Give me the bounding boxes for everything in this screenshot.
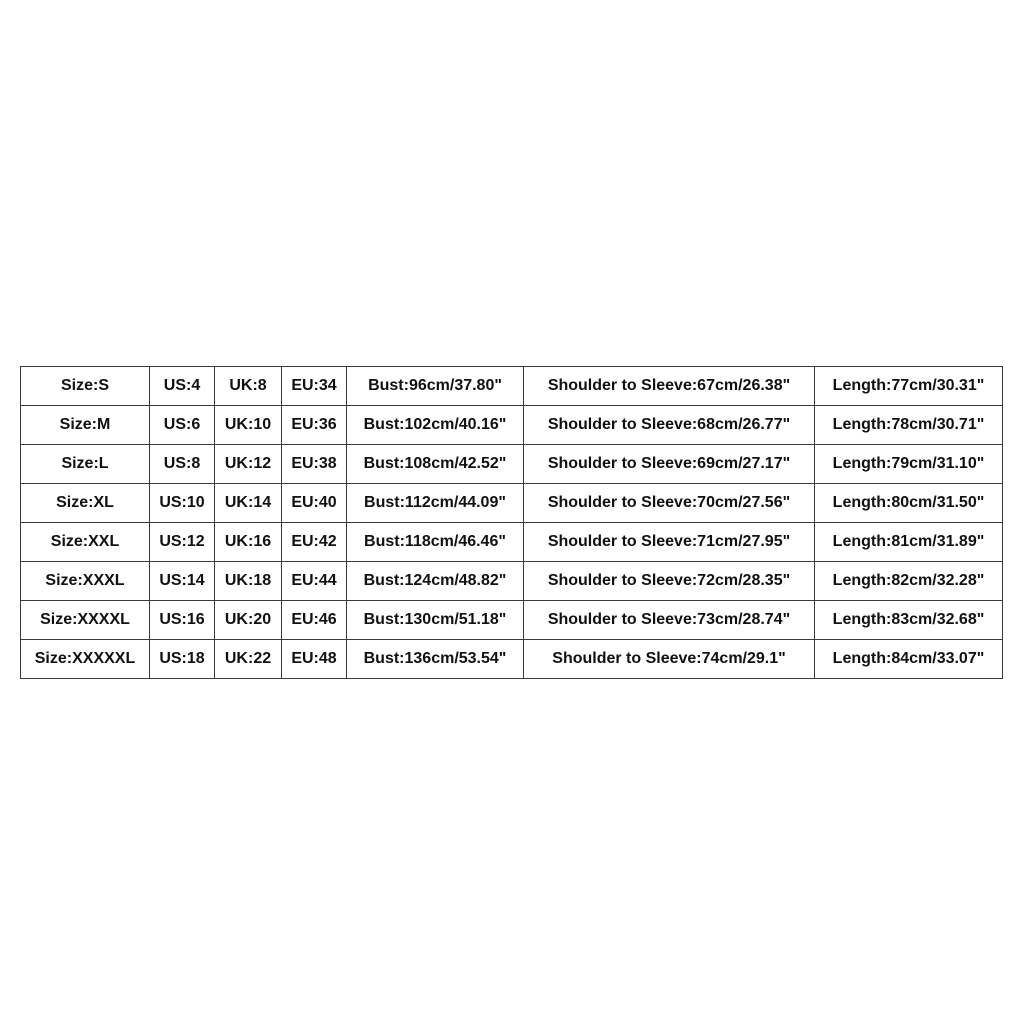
shoulder-to-sleeve-cell: Shoulder to Sleeve:72cm/28.35" (524, 562, 815, 601)
bust-cell: Bust:102cm/40.16" (347, 406, 524, 445)
size-cell: Size:XL (21, 484, 150, 523)
shoulder-to-sleeve-cell: Shoulder to Sleeve:67cm/26.38" (524, 367, 815, 406)
bust-cell: Bust:96cm/37.80" (347, 367, 524, 406)
shoulder-to-sleeve-cell: Shoulder to Sleeve:73cm/28.74" (524, 601, 815, 640)
size-cell: Size:XXL (21, 523, 150, 562)
size-cell: Size:XXXXXL (21, 640, 150, 679)
us-size-cell: US:12 (150, 523, 215, 562)
length-cell: Length:81cm/31.89" (815, 523, 1003, 562)
bust-cell: Bust:130cm/51.18" (347, 601, 524, 640)
length-cell: Length:78cm/30.71" (815, 406, 1003, 445)
uk-size-cell: UK:22 (215, 640, 282, 679)
size-row-l (21, 445, 1003, 484)
size-row-xxxxl (21, 601, 1003, 640)
bust-cell: Bust:124cm/48.82" (347, 562, 524, 601)
bust-cell: Bust:118cm/46.46" (347, 523, 524, 562)
eu-size-cell: EU:48 (282, 640, 347, 679)
length-cell: Length:80cm/31.50" (815, 484, 1003, 523)
uk-size-cell: UK:12 (215, 445, 282, 484)
eu-size-cell: EU:40 (282, 484, 347, 523)
uk-size-cell: UK:14 (215, 484, 282, 523)
eu-size-cell: EU:42 (282, 523, 347, 562)
eu-size-cell: EU:34 (282, 367, 347, 406)
length-cell: Length:82cm/32.28" (815, 562, 1003, 601)
us-size-cell: US:6 (150, 406, 215, 445)
bust-cell: Bust:136cm/53.54" (347, 640, 524, 679)
size-row-xxxl (21, 562, 1003, 601)
shoulder-to-sleeve-cell: Shoulder to Sleeve:74cm/29.1" (524, 640, 815, 679)
uk-size-cell: UK:16 (215, 523, 282, 562)
length-cell: Length:77cm/30.31" (815, 367, 1003, 406)
uk-size-cell: UK:20 (215, 601, 282, 640)
size-row-xxl (21, 523, 1003, 562)
us-size-cell: US:18 (150, 640, 215, 679)
size-cell: Size:XXXL (21, 562, 150, 601)
bust-cell: Bust:112cm/44.09" (347, 484, 524, 523)
length-cell: Length:84cm/33.07" (815, 640, 1003, 679)
size-row-s (21, 367, 1003, 406)
us-size-cell: US:10 (150, 484, 215, 523)
us-size-cell: US:4 (150, 367, 215, 406)
shoulder-to-sleeve-cell: Shoulder to Sleeve:70cm/27.56" (524, 484, 815, 523)
length-cell: Length:79cm/31.10" (815, 445, 1003, 484)
shoulder-to-sleeve-cell: Shoulder to Sleeve:68cm/26.77" (524, 406, 815, 445)
bust-cell: Bust:108cm/42.52" (347, 445, 524, 484)
size-row-m (21, 406, 1003, 445)
us-size-cell: US:16 (150, 601, 215, 640)
size-row-xl (21, 484, 1003, 523)
eu-size-cell: EU:38 (282, 445, 347, 484)
size-cell: Size:L (21, 445, 150, 484)
length-cell: Length:83cm/32.68" (815, 601, 1003, 640)
eu-size-cell: EU:44 (282, 562, 347, 601)
size-chart-table (20, 366, 1003, 679)
size-cell: Size:S (21, 367, 150, 406)
eu-size-cell: EU:36 (282, 406, 347, 445)
shoulder-to-sleeve-cell: Shoulder to Sleeve:69cm/27.17" (524, 445, 815, 484)
size-row-xxxxxl (21, 640, 1003, 679)
uk-size-cell: UK:18 (215, 562, 282, 601)
uk-size-cell: UK:8 (215, 367, 282, 406)
us-size-cell: US:14 (150, 562, 215, 601)
us-size-cell: US:8 (150, 445, 215, 484)
shoulder-to-sleeve-cell: Shoulder to Sleeve:71cm/27.95" (524, 523, 815, 562)
size-cell: Size:M (21, 406, 150, 445)
size-cell: Size:XXXXL (21, 601, 150, 640)
eu-size-cell: EU:46 (282, 601, 347, 640)
uk-size-cell: UK:10 (215, 406, 282, 445)
